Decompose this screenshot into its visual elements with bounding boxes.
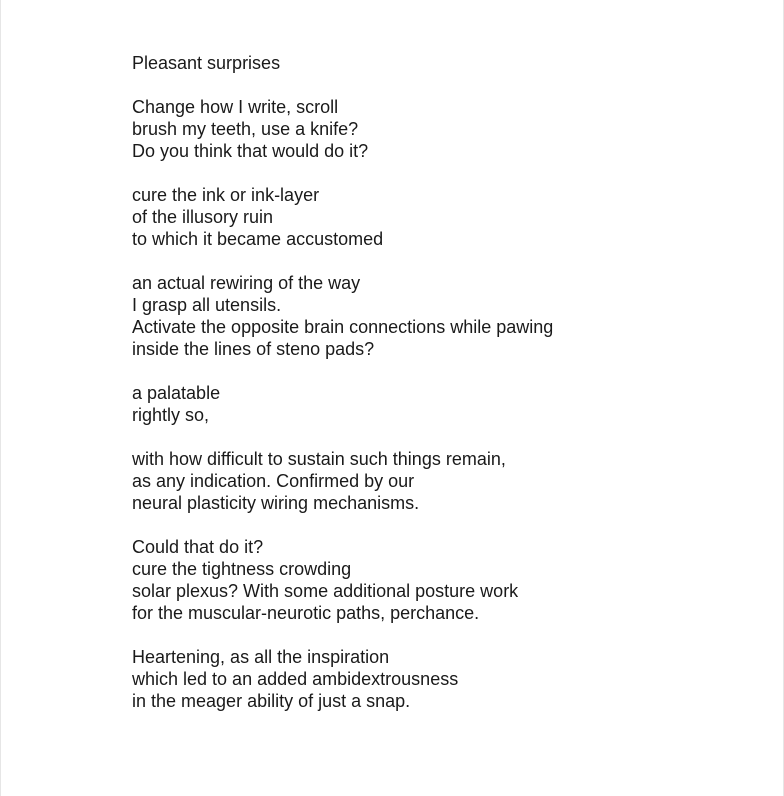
stanza-2 <box>132 184 752 250</box>
poem-line: Could that do it? <box>132 537 264 557</box>
poem-line: brush my teeth, use a knife? <box>132 119 359 139</box>
poem-title: Pleasant surprises <box>132 53 281 73</box>
poem-line: rightly so, <box>132 405 210 425</box>
stanza-1 <box>132 96 752 162</box>
stanza-6 <box>132 536 752 624</box>
poem-line: neural plasticity wiring mechanisms. <box>132 493 420 513</box>
poem-line: Change how I write, scroll <box>132 97 339 117</box>
poem-line: with how difficult to sustain such things remain, <box>132 449 506 469</box>
poem-line: solar plexus? With some additional posture work <box>132 581 519 601</box>
poem-line: inside the lines of steno pads? <box>132 339 375 359</box>
poem-line: for the muscular-neurotic paths, perchance. <box>132 603 480 623</box>
poem-line: cure the tightness crowding <box>132 559 352 579</box>
stanza-5 <box>132 448 752 514</box>
poem-line: I grasp all utensils. <box>132 295 282 315</box>
poem-line: an actual rewiring of the way <box>132 273 361 293</box>
poem-line: Do you think that would do it? <box>132 141 369 161</box>
stanza-4 <box>132 382 752 426</box>
poem-line: to which it became accustomed <box>132 229 384 249</box>
poem-line: cure the ink or ink-layer <box>132 185 320 205</box>
poem-line: in the meager ability of just a snap. <box>132 691 411 711</box>
poem-line: of the illusory ruin <box>132 207 274 227</box>
poem-line: a palatable <box>132 383 221 403</box>
stanza-3 <box>132 272 752 360</box>
poem-line: Activate the opposite brain connections while pawing <box>132 317 554 337</box>
poem <box>132 52 752 734</box>
poem-line: as any indication. Confirmed by our <box>132 471 415 491</box>
poem-line: which led to an added ambidextrousness <box>132 669 459 689</box>
stanza-7 <box>132 646 752 712</box>
poem-line: Heartening, as all the inspiration <box>132 647 390 667</box>
